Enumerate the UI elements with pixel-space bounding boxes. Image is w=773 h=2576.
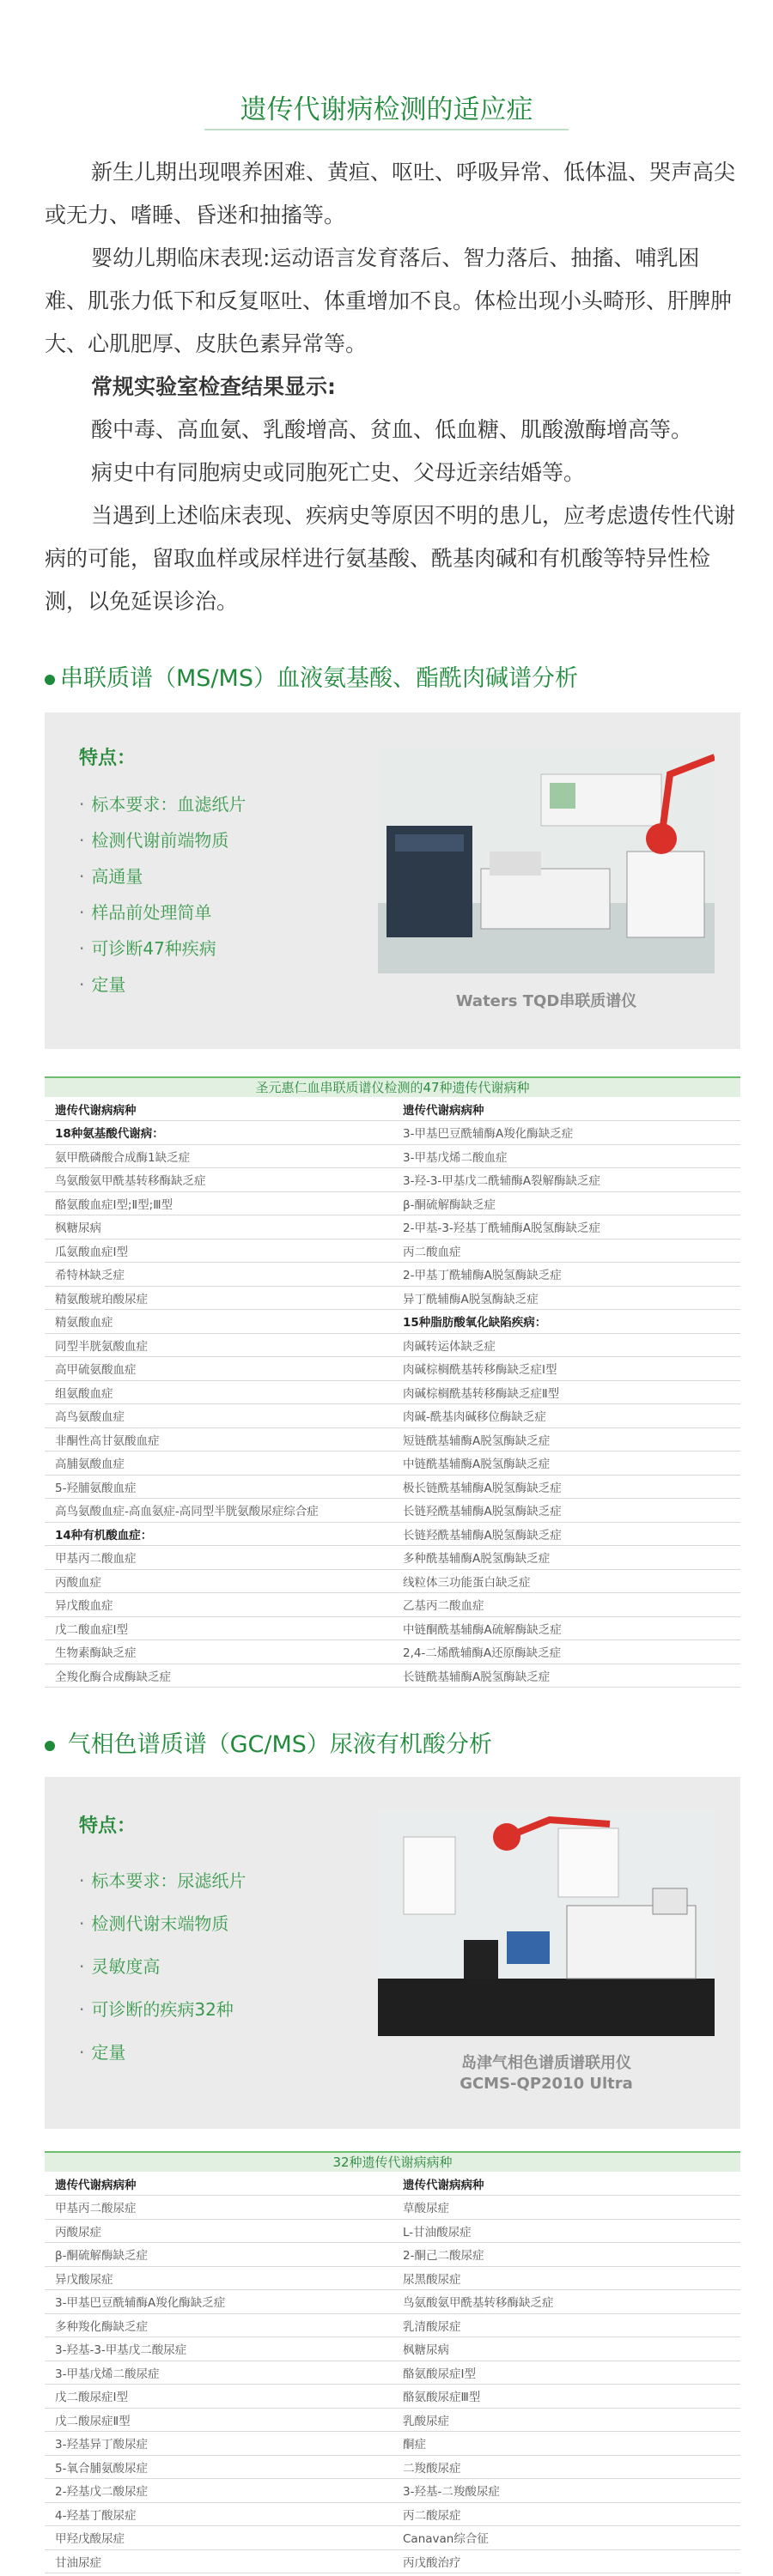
table-cell: 尿黑酸尿症 xyxy=(393,2266,740,2290)
table-row xyxy=(45,1616,740,1640)
table-row xyxy=(45,2196,740,2220)
caption-line: GCMS-QP2010 Ultra xyxy=(460,2075,633,2093)
table-cell: 草酸尿症 xyxy=(393,2196,740,2220)
intro-paragraph: 当遇到上述临床表现、疾病史等原因不明的患儿，应考虑遗传性代谢病的可能，留取血样或尿样进行氨基酸、酰基肉碱和有机酸等特异性检测，以免延误诊治。 xyxy=(45,503,736,614)
feature-item: · 灵敏度高 xyxy=(79,1956,161,1977)
table-cell: 戊二酸尿症Ⅱ型 xyxy=(45,2408,393,2432)
table-header-row xyxy=(45,1097,740,1121)
table-cell: 高鸟氨酸血症-高血氨症-高同型半胱氨酸尿症综合症 xyxy=(45,1499,393,1523)
table-cell: 肉碱棕榈酰基转移酶缺乏症Ⅰ型 xyxy=(393,1357,740,1381)
table-cell: 甲羟戊酸尿症 xyxy=(45,2526,393,2550)
table-row xyxy=(45,1239,740,1263)
table-row xyxy=(45,2526,740,2550)
table-row xyxy=(45,1144,740,1168)
table-cell: 高甲硫氨酸血症 xyxy=(45,1357,393,1381)
feature-panel-gcms xyxy=(45,1777,740,2129)
instrument-photo-gcms xyxy=(378,1811,715,2036)
table-cell: 鸟氨酸氨甲酰基转移酶缺乏症 xyxy=(393,2290,740,2314)
table-cell: 中链酮酰基辅酶A硫解酶缺乏症 xyxy=(393,1616,740,1640)
table-cell: L-甘油酸尿症 xyxy=(393,2219,740,2243)
features-heading: 特点： xyxy=(79,1815,137,1837)
feature-item: · 样品前处理简单 xyxy=(79,902,212,923)
table-cell: 3-甲基巴豆酰辅酶A羧化酶缺乏症 xyxy=(393,1121,740,1145)
table-cell: 戊二酸尿症Ⅰ型 xyxy=(45,2385,393,2409)
table-cell: 枫糖尿病 xyxy=(393,2337,740,2361)
caption-line: 岛津气相色谱质谱联用仪 xyxy=(461,2054,631,2072)
table-cell: 异戊酸血症 xyxy=(45,1593,393,1617)
table-cell: 2-酮己二酸尿症 xyxy=(393,2243,740,2267)
feature-item: · 检测代谢末端物质 xyxy=(79,1913,229,1934)
feature-item: · 标本要求：血滤纸片 xyxy=(79,794,247,815)
features-list xyxy=(79,786,246,1003)
table-cell: 3-羟-3-甲基戊二酰辅酶A裂解酶缺乏症 xyxy=(393,1168,740,1192)
feature-item: · 可诊断47种疾病 xyxy=(79,938,216,959)
table-cell: 2-甲基-3-羟基丁酰辅酶A脱氢酶缺乏症 xyxy=(393,1215,740,1240)
table-cell: 枫糖尿病 xyxy=(45,1215,393,1240)
table-cell: 氨甲酰磷酸合成酶1缺乏症 xyxy=(45,1144,393,1168)
table-row xyxy=(45,1546,740,1570)
table-cell: 4-羟基丁酸尿症 xyxy=(45,2502,393,2526)
table-cell: 甲基丙二酸尿症 xyxy=(45,2196,393,2220)
table-cell: β-酮硫解酶缺乏症 xyxy=(393,1191,740,1215)
table-row xyxy=(45,2243,740,2267)
feature-item: · 定量 xyxy=(79,2042,126,2063)
table-cell: 肉碱-酰基肉碱移位酶缺乏症 xyxy=(393,1404,740,1428)
table-row xyxy=(45,1569,740,1593)
table-cell: 14种有机酸血症： xyxy=(45,1522,393,1546)
table-cell: 3-羟基异丁酸尿症 xyxy=(45,2432,393,2456)
intro-section xyxy=(45,151,740,623)
table-cell: 中链酰基辅酶A脱氢酶缺乏症 xyxy=(393,1452,740,1476)
table-row xyxy=(45,1452,740,1476)
table-cell: 高鸟氨酸血症 xyxy=(45,1404,393,1428)
bullet-dot-icon xyxy=(45,675,55,685)
table-cell: 5-氧合脯氨酸尿症 xyxy=(45,2455,393,2479)
table-cell: 戊二酸血症Ⅰ型 xyxy=(45,1616,393,1640)
instrument-caption xyxy=(378,2053,715,2094)
disease-table xyxy=(45,2172,740,2573)
instrument-photo-tqd xyxy=(378,749,715,973)
table-row xyxy=(45,2219,740,2243)
column-header: 遗传代谢病病种 xyxy=(393,2172,740,2196)
features-heading: 特点： xyxy=(79,748,137,769)
table-cell: 精氨酸血症 xyxy=(45,1310,393,1334)
table-cell: 2,4-二烯酰辅酶A还原酶缺乏症 xyxy=(393,1640,740,1664)
table-row xyxy=(45,1333,740,1357)
table-cell: 希特林缺乏症 xyxy=(45,1263,393,1287)
table-cell: 3-羟基-二羧酸尿症 xyxy=(393,2479,740,2503)
table-cell: 精氨酸琥珀酸尿症 xyxy=(45,1286,393,1310)
table-cell: 酪氨酸血症Ⅰ型;Ⅱ型;Ⅲ型 xyxy=(45,1191,393,1215)
table-row xyxy=(45,1263,740,1287)
table-cell: 鸟氨酸氨甲酰基转移酶缺乏症 xyxy=(45,1168,393,1192)
table-row xyxy=(45,2337,740,2361)
table-title: 32种遗传代谢病病种 xyxy=(45,2151,740,2172)
table-row xyxy=(45,1522,740,1546)
section-title-gcms xyxy=(45,1725,492,1759)
table-cell: 高脯氨酸血症 xyxy=(45,1452,393,1476)
table-row xyxy=(45,1475,740,1499)
table-cell: 肉碱转运体缺乏症 xyxy=(393,1333,740,1357)
table-cell: 异丁酰辅酶A脱氢酶缺乏症 xyxy=(393,1286,740,1310)
page-title: 遗传代谢病检测的适应症 xyxy=(240,94,533,125)
table-cell: 异戊酸尿症 xyxy=(45,2266,393,2290)
table-cell: 肉碱棕榈酰基转移酶缺乏症Ⅱ型 xyxy=(393,1380,740,1404)
feature-item: · 检测代谢前端物质 xyxy=(79,830,229,851)
table-cell: 组氨酸血症 xyxy=(45,1380,393,1404)
table-title: 圣元惠仁血串联质谱仪检测的47种遗传代谢病种 xyxy=(45,1076,740,1097)
table-cell: 丙酸尿症 xyxy=(45,2219,393,2243)
table-row xyxy=(45,2266,740,2290)
lab-instrument-illustration xyxy=(378,749,715,973)
table-cell: 3-甲基巴豆酰辅酶A羧化酶缺乏症 xyxy=(45,2290,393,2314)
table-row xyxy=(45,1121,740,1145)
disease-table xyxy=(45,1097,740,1688)
lab-instrument-illustration xyxy=(378,1811,715,2036)
table-row xyxy=(45,1380,740,1404)
table-row xyxy=(45,2385,740,2409)
disease-table-gcms xyxy=(45,2151,740,2573)
table-cell: 乳酸尿症 xyxy=(393,2408,740,2432)
feature-item: · 可诊断的疾病32种 xyxy=(79,1999,234,2020)
table-row xyxy=(45,1191,740,1215)
feature-item: · 定量 xyxy=(79,974,126,995)
table-cell: 2-羟基戊二酸尿症 xyxy=(45,2479,393,2503)
intro-paragraph: 新生儿期出现喂养困难、黄疸、呕吐、呼吸异常、低体温、哭声高尖或无力、嗜睡、昏迷和抽搐等。 xyxy=(45,160,736,227)
table-row xyxy=(45,1499,740,1523)
table-cell: 长链酰基辅酶A脱氢酶缺乏症 xyxy=(393,1664,740,1688)
table-row xyxy=(45,2361,740,2385)
table-cell: 酪氨酸尿症Ⅰ型 xyxy=(393,2361,740,2385)
table-row xyxy=(45,2479,740,2503)
features-list xyxy=(79,1859,246,2074)
table-cell: 长链羟酰基辅酶A脱氢酶缺乏症 xyxy=(393,1522,740,1546)
table-cell: 酮症 xyxy=(393,2432,740,2456)
table-cell: 非酮性高甘氨酸血症 xyxy=(45,1427,393,1452)
intro-paragraph: 病史中有同胞病史或同胞死亡史、父母近亲结婚等。 xyxy=(91,460,586,485)
table-cell: 2-甲基丁酰辅酶A脱氢酶缺乏症 xyxy=(393,1263,740,1287)
section-title-msms xyxy=(45,659,578,693)
table-row xyxy=(45,1357,740,1381)
table-row xyxy=(45,1168,740,1192)
table-row xyxy=(45,2432,740,2456)
table-row xyxy=(45,2290,740,2314)
table-cell: β-酮硫解酶缺乏症 xyxy=(45,2243,393,2267)
intro-paragraph: 酸中毒、高血氨、乳酸增高、贫血、低血糖、肌酸激酶增高等。 xyxy=(91,417,693,442)
table-cell: 丙二酸尿症 xyxy=(393,2502,740,2526)
column-header: 遗传代谢病病种 xyxy=(45,1097,393,1121)
feature-item: · 高通量 xyxy=(79,866,143,887)
column-header: 遗传代谢病病种 xyxy=(45,2172,393,2196)
table-cell: 3-羟基-3-甲基戊二酸尿症 xyxy=(45,2337,393,2361)
table-cell: 5-羟脯氨酸血症 xyxy=(45,1475,393,1499)
table-cell: 丙酸血症 xyxy=(45,1569,393,1593)
table-cell: 3-甲基戊烯二酸血症 xyxy=(393,1144,740,1168)
table-row xyxy=(45,1286,740,1310)
table-cell: 线粒体三功能蛋白缺乏症 xyxy=(393,1569,740,1593)
table-cell: 3-甲基戊烯二酸尿症 xyxy=(45,2361,393,2385)
table-row xyxy=(45,2313,740,2337)
intro-paragraph: 婴幼儿期临床表现:运动语言发育落后、智力落后、抽搐、哺乳困难、肌张力低下和反复呕吐、体重增加不良。体检出现小头畸形、肝脾肿大、心肌肥厚、皮肤色素异常等。 xyxy=(45,245,733,356)
table-row xyxy=(45,2408,740,2432)
table-row xyxy=(45,1215,740,1240)
table-row xyxy=(45,2502,740,2526)
table-cell: 15种脂肪酸氧化缺陷疾病： xyxy=(393,1310,740,1334)
column-header: 遗传代谢病病种 xyxy=(393,1097,740,1121)
table-cell: 生物素酶缺乏症 xyxy=(45,1640,393,1664)
table-cell: 多种酰基辅酶A脱氢酶缺乏症 xyxy=(393,1546,740,1570)
table-cell: 酪氨酸尿症Ⅲ型 xyxy=(393,2385,740,2409)
title-divider xyxy=(204,129,569,130)
section-title-text: 串联质谱（MS/MS）血液氨基酸、酯酰肉碱谱分析 xyxy=(60,665,578,692)
table-cell: 全羧化酶合成酶缺乏症 xyxy=(45,1664,393,1688)
bullet-dot-icon xyxy=(45,1741,55,1751)
table-cell: 多种羧化酶缺乏症 xyxy=(45,2313,393,2337)
table-cell: 瓜氨酸血症Ⅰ型 xyxy=(45,1239,393,1263)
feature-panel-msms xyxy=(45,712,740,1049)
section-title-text: 气相色谱质谱（GC/MS）尿液有机酸分析 xyxy=(67,1731,492,1758)
table-cell: 短链酰基辅酶A脱氢酶缺乏症 xyxy=(393,1427,740,1452)
disease-table-msms xyxy=(45,1076,740,1688)
table-cell: 极长链酰基辅酶A脱氢酶缺乏症 xyxy=(393,1475,740,1499)
table-cell: 18种氨基酸代谢病： xyxy=(45,1121,393,1145)
table-cell: 长链羟酰基辅酶A脱氢酶缺乏症 xyxy=(393,1499,740,1523)
table-row xyxy=(45,2455,740,2479)
table-row xyxy=(45,1593,740,1617)
intro-subheading: 常规实验室检查结果显示: xyxy=(91,374,336,399)
table-cell: 同型半胱氨酸血症 xyxy=(45,1333,393,1357)
table-cell: Canavan综合征 xyxy=(393,2526,740,2550)
instrument-caption: Waters TQD串联质谱仪 xyxy=(455,992,637,1010)
table-cell: 乳清酸尿症 xyxy=(393,2313,740,2337)
table-cell: 乙基丙二酸血症 xyxy=(393,1593,740,1617)
table-header-row xyxy=(45,2172,740,2196)
table-row xyxy=(45,1427,740,1452)
table-row xyxy=(45,1310,740,1334)
table-cell: 丙戊酸治疗 xyxy=(393,2549,740,2573)
table-row xyxy=(45,1404,740,1428)
table-cell: 甘油尿症 xyxy=(45,2549,393,2573)
feature-item: · 标本要求：尿滤纸片 xyxy=(79,1870,247,1891)
table-cell: 甲基丙二酸血症 xyxy=(45,1546,393,1570)
table-row xyxy=(45,2549,740,2573)
table-row xyxy=(45,1664,740,1688)
table-cell: 丙二酸血症 xyxy=(393,1239,740,1263)
table-row xyxy=(45,1640,740,1664)
table-cell: 二羧酸尿症 xyxy=(393,2455,740,2479)
